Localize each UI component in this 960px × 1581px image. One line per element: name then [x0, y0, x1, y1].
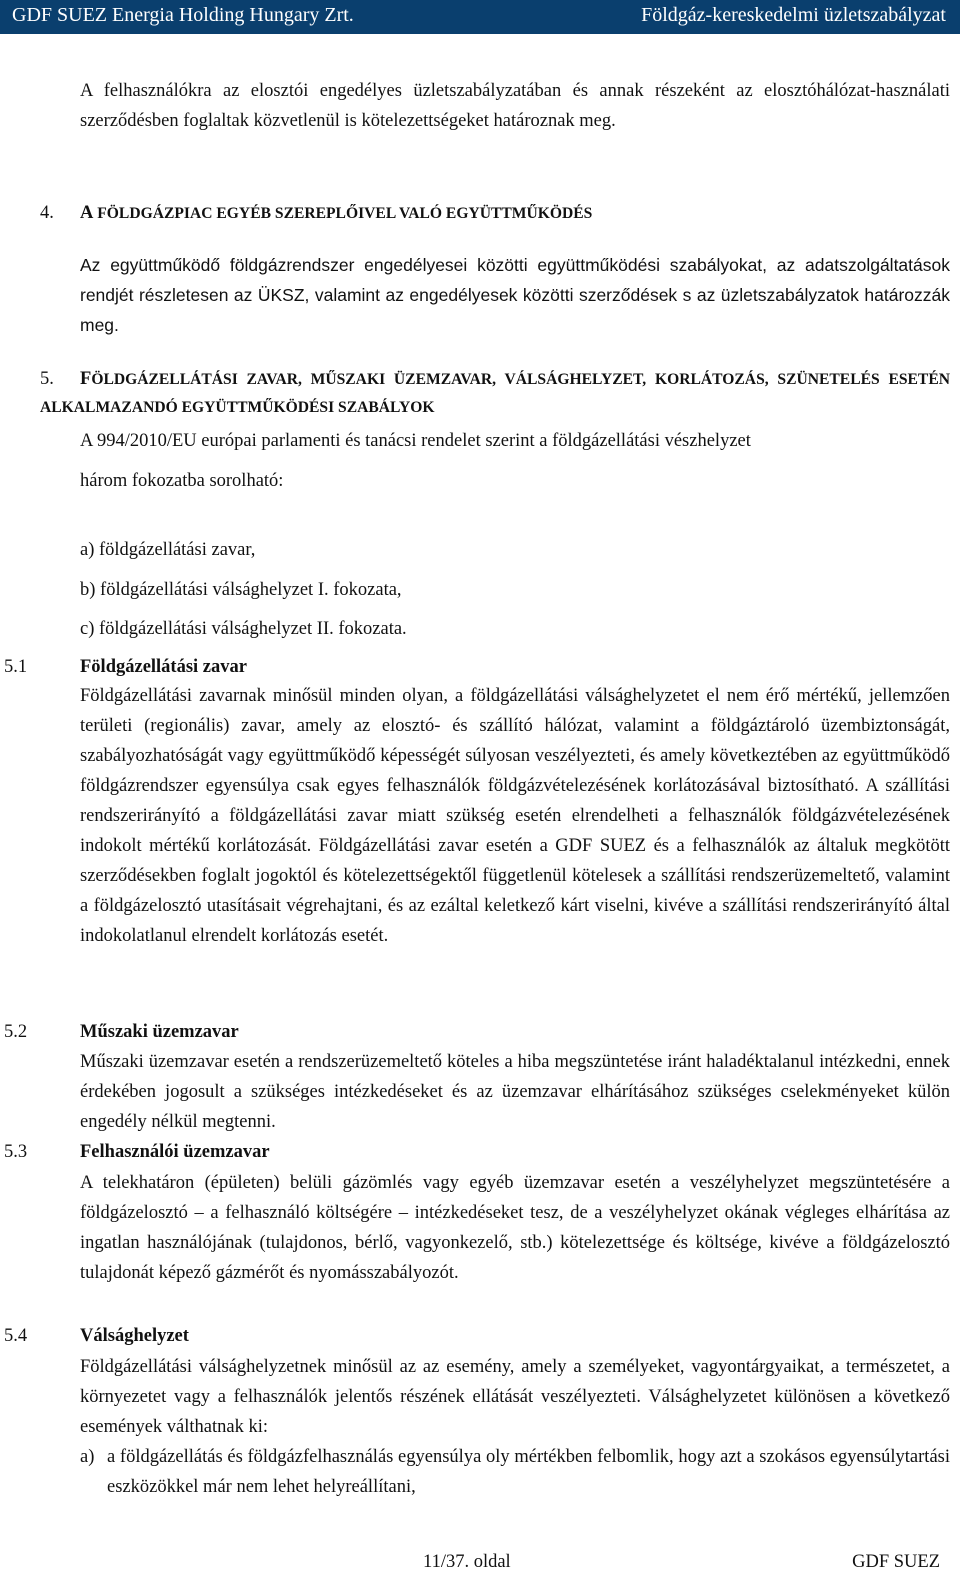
page-header	[0, 0, 960, 34]
section5-list-item-b: b) földgázellátási válsághelyzet I. fokozata,	[80, 580, 402, 600]
intro-paragraph: A felhasználókra az elosztói engedélyes üzletszabályzatában és annak részeként az elosztóhálózat-használati szerződésben foglaltak közvetlenül is kötelezettségeket határoznak meg.	[80, 81, 950, 131]
section4-number: 4.	[40, 203, 54, 223]
section5-intro-line2: három fokozatba sorolható:	[80, 471, 284, 491]
subsection-5-3-number: 5.3	[4, 1142, 28, 1162]
subsection-5-4-title	[80, 1321, 189, 1351]
subsection-5-1-body: Földgázellátási zavarnak minősül minden olyan, a földgázellátási válsághelyzetet el nem érő mértékű, jellemzően területi (regionális) zavar, amely az elosztó- és szállító hálózat, valamint a földgáztároló üzembiztonságát, szabályozhatóságát vagy együttműködő képességét súlyosan veszélyezteti, és amely következtében az együttműködő földgázrendszer egyensúlya csak egyes felhasználók földgázvételezésének korlátozásával biztosítható. A szállítási rendszerirányító a földgázellátási zavar miatt szükség esetén elrendelheti a felhasználók földgázvételezésének indokolt mértékű korlátozását. Földgázellátási zavar esetén a GDF SUEZ és a felhasználók az általuk megkötött szerződésekben foglalt jogoktól és kötelezettségektől függetlenül kötelesek a szállítási rendszerüzemeltető, valamint a földgázelosztó utasításait végrehajtani, és az ezáltal keletkező kárt viselni, kivéve a szállítási rendszerirányító által indokolatlanul elrendelt korlátozás esetét.	[80, 686, 950, 946]
section4-title-initial: A	[80, 203, 94, 223]
section5-title-rest: ÖLDGÁZELLÁTÁSI ZAVAR, MŰSZAKI ÜZEMZAVAR, VÁLSÁGHELYZET, KORLÁTOZÁS, SZÜNETELÉS ESETÉN ALKALMAZANDÓ EGYÜTTMŰKÖDÉSI SZABÁLYOK	[40, 371, 950, 416]
subsection-5-3-title	[80, 1137, 270, 1167]
subsection-5-4-item-a-label: a)	[80, 1447, 95, 1467]
header-document-title: Földgáz-kereskedelmi üzletszabályzat	[641, 4, 946, 26]
subsection-5-2-title	[80, 1017, 239, 1047]
section5-number: 5.	[40, 369, 54, 389]
footer-brand: GDF SUEZ	[852, 1552, 940, 1572]
subsection-5-2-number: 5.2	[4, 1022, 28, 1042]
section5-list-item-c: c) földgázellátási válsághelyzet II. fokozata.	[80, 619, 407, 639]
footer-page-number: 11/37. oldal	[423, 1552, 511, 1572]
subsection-5-2-title-text: Műszaki üzemzavar	[80, 1022, 239, 1042]
subsection-5-4-item-a-text: a földgázellátás és földgázfelhasználás egyensúlya oly mértékben felbomlik, hogy azt a szokásos egyensúlytartási eszközökkel már nem lehet helyreállítani,	[107, 1447, 950, 1497]
header-company: GDF SUEZ Energia Holding Hungary Zrt.	[12, 4, 354, 26]
subsection-5-4-number: 5.4	[4, 1326, 28, 1346]
section5-title	[40, 365, 950, 422]
subsection-5-2-body: Műszaki üzemzavar esetén a rendszerüzemeltető köteles a hiba megszüntetése iránt haladéktalanul intézkedni, ennek érdekében jogosult a szükséges intézkedéseket és az üzemzavar elhárításához szükséges cselekményeket külön engedély nélkül megtenni.	[80, 1052, 950, 1132]
section4-title	[80, 199, 950, 228]
section5-title-initial: F	[80, 369, 92, 389]
subsection-5-3-body: A telekhatáron (épületen) belüli gázömlés vagy egyéb üzemzavar esetén a veszélyhelyzet megszüntetésére a földgázelosztó – a felhasználó költségére – intézkedéseket tesz, de a veszélyhelyzet okának végleges elhárítása az ingatlan használójának (tulajdonos, bérlő, vagyonkezelő, stb.) kötelezettsége és költsége, kivéve a földgázelosztó tulajdonát képező gázmérőt és nyomásszabályozót.	[80, 1173, 950, 1283]
subsection-5-1-title-text: Földgázellátási zavar	[80, 657, 247, 677]
subsection-5-1-title	[80, 652, 247, 682]
section5-intro-line1: A 994/2010/EU európai parlamenti és tanácsi rendelet szerint a földgázellátási vészhelyzet	[80, 431, 751, 451]
subsection-5-1-number: 5.1	[4, 657, 28, 677]
section5-list-item-a: a) földgázellátási zavar,	[80, 540, 256, 560]
section4-title-rest: FÖLDGÁZPIAC EGYÉB SZEREPLŐIVEL VALÓ EGYÜTTMŰKÖDÉS	[97, 205, 593, 222]
subsection-5-4-title-text: Válsághelyzet	[80, 1326, 189, 1346]
subsection-5-3-title-text: Felhasználói üzemzavar	[80, 1142, 270, 1162]
subsection-5-4-body: Földgázellátási válsághelyzetnek minősül az az esemény, amely a személyeket, vagyontárgyaikat, a természetet, a környezetet vagy a felhasználók jelentős részének ellátását veszélyezteti. Válsághelyzetet különösen a következő események válthatnak ki:	[80, 1357, 950, 1437]
section4-body: Az együttműködő földgázrendszer engedélyesei közötti együttműködési szabályokat, az adatszolgáltatások rendjét részletesen az ÜKSZ, valamint az engedélyesek közötti szerződések s az üzletszabályzatok határozzák meg.	[80, 255, 950, 335]
